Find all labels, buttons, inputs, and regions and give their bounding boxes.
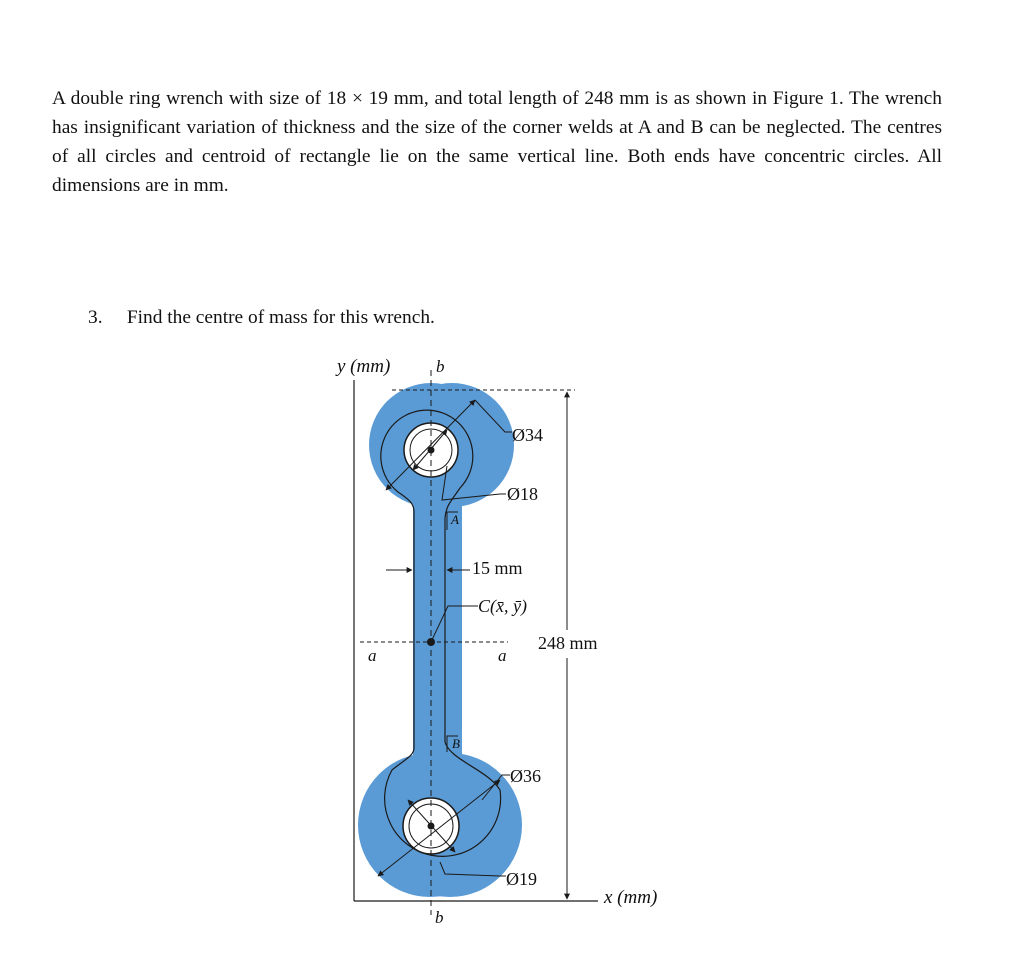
weld-b-label: B xyxy=(452,736,460,751)
bottom-outer-diameter-label: Ø36 xyxy=(510,766,541,786)
top-center-point xyxy=(428,447,435,454)
section-a-right-label: a xyxy=(498,646,507,665)
bottom-inner-diameter-label: Ø19 xyxy=(506,869,537,889)
length-label: 248 mm xyxy=(538,633,598,653)
problem-statement: A double ring wrench with size of 18 × 19 mm, and total length of 248 mm is as shown in Figure 1. The wrench has insignificant variation of thickness and the size of the corner welds at A and B can be neglected. The centres of all circles and centroid of rectangle lie on the same vertical line. Both ends have concentric circles. All dimensions are in mm. xyxy=(52,88,942,196)
top-outer-diameter-label: Ø34 xyxy=(512,425,543,445)
section-b-bottom-label: b xyxy=(435,908,444,927)
section-a-left-label: a xyxy=(368,646,377,665)
bottom-center-point xyxy=(428,823,435,830)
section-b-top-label: b xyxy=(436,357,445,376)
weld-a-label: A xyxy=(451,512,459,527)
question-text: Find the centre of mass for this wrench. xyxy=(126,307,435,328)
width-label: 15 mm xyxy=(472,558,523,578)
top-inner-diameter-label: Ø18 xyxy=(507,484,538,504)
wrench-body xyxy=(358,383,522,897)
y-axis-label: y (mm) xyxy=(337,356,391,377)
x-axis-label: x (mm) xyxy=(604,887,658,908)
centroid-label: C(x̄, ȳ) xyxy=(478,596,527,616)
question-number: 3. xyxy=(88,307,103,328)
